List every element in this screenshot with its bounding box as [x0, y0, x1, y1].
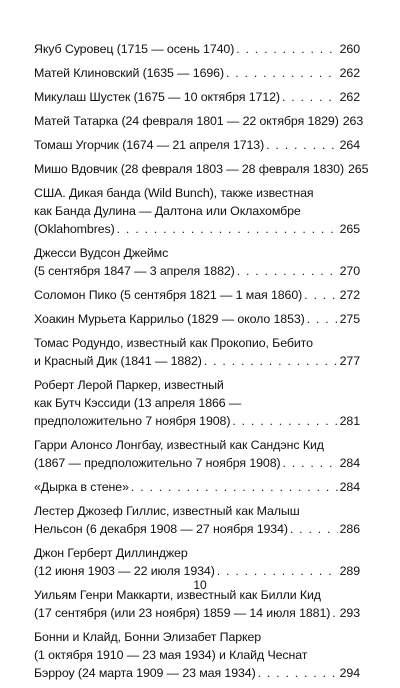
- toc-entry: [34, 160, 369, 178]
- dot-leader: [236, 40, 337, 58]
- toc-entry: [34, 334, 360, 370]
- toc-entry-page-number: 263: [342, 114, 364, 128]
- toc-entry: [34, 40, 360, 58]
- dot-leader: [232, 412, 337, 430]
- toc-entry-last-line: [34, 604, 360, 622]
- toc-entry-title-line: Роберт Лерой Паркер, известный: [34, 378, 224, 392]
- dot-leader: [332, 604, 337, 622]
- dot-leader: [226, 64, 338, 82]
- toc-entry-title-line: Уильям Генри Маккарти, известный как Билли Кид: [34, 588, 321, 602]
- page-number-footer: 10: [193, 578, 207, 592]
- toc-entry: [34, 310, 360, 328]
- toc-entry: [34, 286, 360, 304]
- toc-entry-page-number: 265: [339, 222, 360, 236]
- toc-entry-page-number: 262: [339, 66, 360, 80]
- toc-entry-page-number: 284: [339, 456, 360, 470]
- toc-entry-title-line: Бэрроу (24 марта 1909 — 23 мая 1934): [34, 666, 256, 680]
- toc-entry-title-line: (Oklahombres): [34, 222, 115, 236]
- dot-leader: [307, 310, 338, 328]
- toc-entry-last-line: [34, 664, 360, 682]
- toc-entry: [34, 244, 360, 280]
- toc-entry-page-number: 286: [339, 522, 360, 536]
- toc-entry-title-line: Бонни и Клайд, Бонни Элизабет Паркер: [34, 630, 262, 644]
- toc-entry: [34, 184, 360, 238]
- toc-entry: [34, 628, 360, 682]
- toc-entry-title-line: как Бутч Кэссиди (13 апреля 1866 —: [34, 396, 242, 410]
- toc-entry-title-line: (1 октября 1910 — 23 мая 1934) и Клайд Чеснат: [34, 648, 308, 662]
- dot-leader: [266, 136, 337, 154]
- toc-entry-page-number: 270: [339, 264, 360, 278]
- toc-entry-page-number: 284: [339, 480, 360, 494]
- toc-entry-title-line: Томас Родундо, известный как Прокопио, Бебито: [34, 336, 313, 350]
- toc-entry-title-line: предположительно 7 ноября 1908): [34, 414, 231, 428]
- toc-entry-title-line: Гарри Алонсо Лонгбау, известный как Сандэнс Кид: [34, 438, 324, 452]
- toc-entry-page-number: 262: [339, 90, 360, 104]
- toc-entry: [34, 478, 360, 496]
- toc-entry: [34, 502, 360, 538]
- toc-entry: [34, 112, 364, 130]
- toc-entry-last-line: [34, 412, 360, 430]
- toc-entry-title-line: как Банда Дулина — Далтона или Оклахомбре: [34, 204, 301, 218]
- dot-leader: [290, 520, 338, 538]
- toc-entry-title-line: Матей Клиновский (1635 — 1696): [34, 66, 224, 80]
- toc-entry-title-line: США. Дикая банда (Wild Bunch), также известная: [34, 186, 314, 200]
- toc-entry: [34, 544, 360, 580]
- toc-entry-page-number: 265: [348, 162, 369, 176]
- toc-entry-page-number: 272: [339, 288, 360, 302]
- toc-entry-last-line: [34, 220, 360, 238]
- toc-entry-title-line: Мишо Вдовчик (28 февраля 1803 — 28 февраля 1830): [34, 162, 344, 176]
- dot-leader: [237, 262, 338, 280]
- toc-entry-title-line: (12 июня 1903 — 22 июля 1934): [34, 564, 215, 578]
- toc-entry-title-line: Джесси Вудсон Джеймс: [34, 246, 169, 260]
- dot-leader: [282, 88, 338, 106]
- dot-leader: [258, 664, 338, 682]
- toc-entry-title-line: Соломон Пико (5 сентября 1821 — 1 мая 1860): [34, 288, 303, 302]
- toc-entry-title-line: Джон Герберт Диллинджер: [34, 546, 188, 560]
- toc-entry-last-line: [34, 520, 360, 538]
- toc-entry-title-line: Матей Татарка (24 февраля 1801 — 22 октября 1829): [34, 114, 339, 128]
- toc-entry-title-line: Хоакин Мурьета Каррильо (1829 — около 1853): [34, 312, 305, 326]
- toc-entry-page-number: 289: [339, 564, 360, 578]
- toc-entry-title-line: (17 сентября (или 23 ноября) 1859 — 14 июля 1881): [34, 606, 331, 620]
- toc-entry-page-number: 264: [339, 138, 360, 152]
- toc-entry-title-line: (5 сентября 1847 — 3 апреля 1882): [34, 264, 235, 278]
- toc-entry-title-line: Лестер Джозеф Гиллис, известный как Малыш: [34, 504, 300, 518]
- toc-entry-page-number: 293: [339, 606, 360, 620]
- toc-entry-title-line: и Красный Дик (1841 — 1882): [34, 354, 202, 368]
- toc-entry-title-line: Томаш Угорчик (1674 — 21 апреля 1713): [34, 138, 265, 152]
- dot-leader: [283, 454, 338, 472]
- toc-entry-page-number: 275: [339, 312, 360, 326]
- toc-entry: [34, 376, 360, 430]
- toc-entry-page-number: 294: [339, 666, 360, 680]
- toc-entry-page-number: 260: [339, 42, 360, 56]
- toc-entry-title-line: Нельсон (6 декабря 1908 — 27 ноября 1934): [34, 522, 288, 536]
- toc-entry-title-line: (1867 — предположительно 7 ноября 1908): [34, 456, 281, 470]
- toc-entry-page-number: 281: [339, 414, 360, 428]
- toc-entry-last-line: [34, 352, 360, 370]
- toc-entry-last-line: [34, 454, 360, 472]
- toc-entry: [34, 136, 360, 154]
- toc-entry-title-line: Якуб Суровец (1715 — осень 1740): [34, 42, 235, 56]
- toc-entry: [34, 64, 360, 82]
- dot-leader: [304, 286, 337, 304]
- toc-entry-page-number: 277: [339, 354, 360, 368]
- dot-leader: [204, 352, 338, 370]
- dot-leader: [117, 220, 338, 238]
- dot-leader: [131, 478, 338, 496]
- toc-entry: [34, 88, 360, 106]
- toc-entry-last-line: [34, 262, 360, 280]
- toc-entry: [34, 436, 360, 472]
- toc-entry-title-line: Микулаш Шустек (1675 — 10 октября 1712): [34, 90, 280, 104]
- toc-entry-title-line: «Дырка в стене»: [34, 480, 129, 494]
